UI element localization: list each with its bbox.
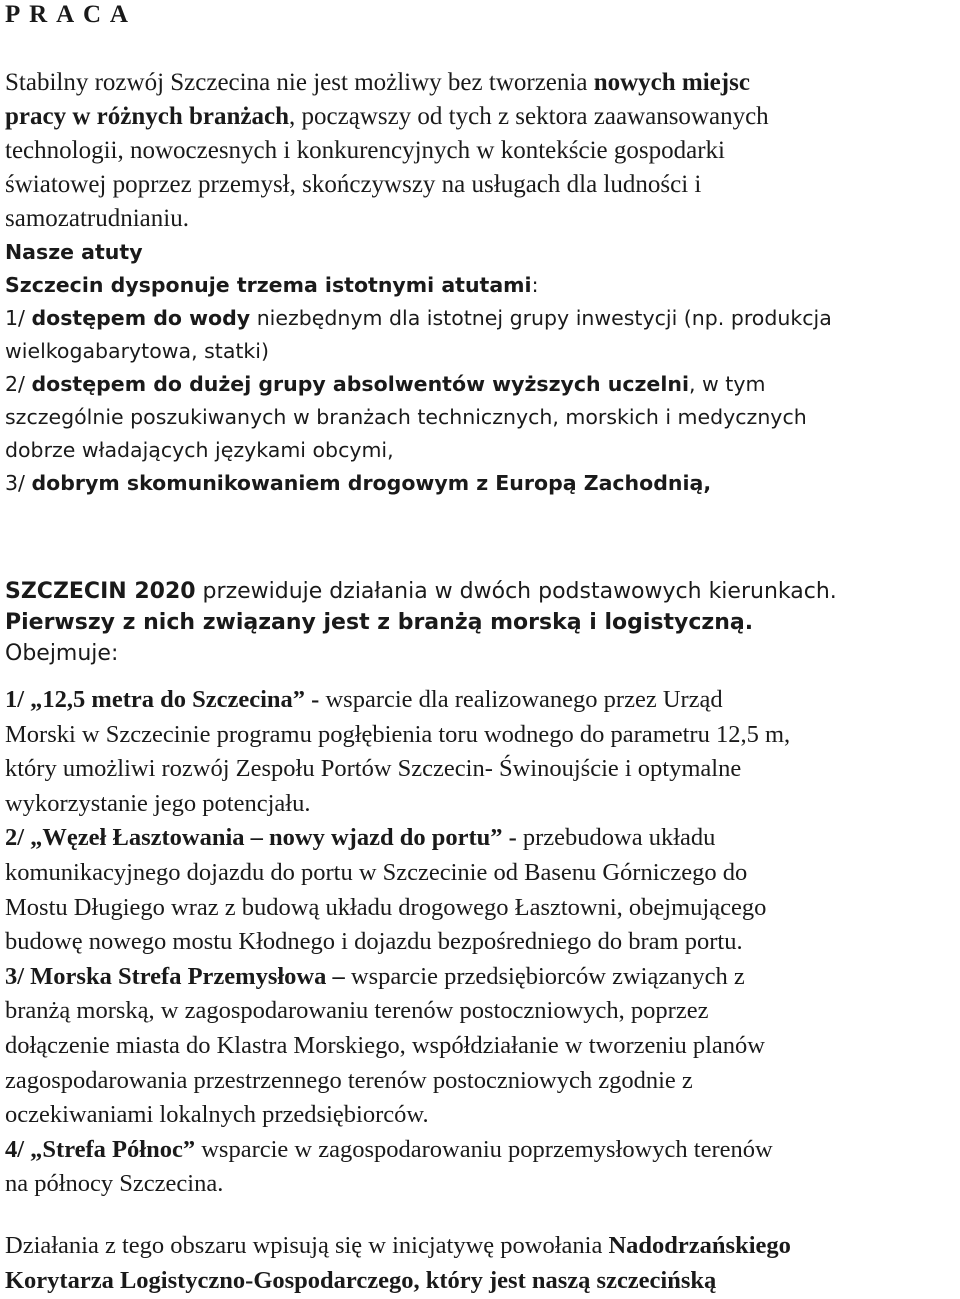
kierunki-obejmuje: Obejmuje: — [5, 641, 119, 666]
item-4-line-2: na północy Szczecina. — [5, 1170, 224, 1198]
atut-item-3: 3/ dobrym skomunikowaniem drogowym z Europą Zachodnią, — [5, 471, 712, 495]
closing-line-2: Korytarza Logistyczno-Gospodarczego, który jest naszą szczecińską — [5, 1267, 717, 1294]
intro-line-2 — [5, 100, 955, 134]
atut-item-1-cont: wielkogabarytowa, statki) — [5, 339, 269, 363]
item-3-line-2: branżą morską, w zagospodarowaniu terenów postoczniowych, poprzez — [5, 997, 709, 1025]
intro-text: , począwszy od tych z sektora zaawansowanych — [289, 103, 769, 130]
item-2-line-2: komunikacyjnego dojazdu do portu w Szczecinie od Basenu Górniczego do — [5, 858, 748, 886]
item-3-line-1: 3/ Morska Strefa Przemysłowa – wsparcie przedsiębiorców związanych z — [5, 962, 745, 990]
closing-line-1: Działania z tego obszaru wpisują się w inicjatywę powołania Nadodrzańskiego — [5, 1232, 791, 1259]
item-2-line-3: Mostu Długiego wraz z budową układu drogowego Łasztowni, obejmującego — [5, 893, 767, 921]
item-1-line-2: Morski w Szczecinie programu pogłębienia toru wodnego do parametru 12,5 m, — [5, 720, 791, 748]
intro-bold: pracy w różnych branżach — [5, 103, 289, 130]
item-1-line-3: który umożliwi rozwój Zespołu Portów Szczecin- Świnoujście i optymalne — [5, 755, 742, 783]
intro-line-1 — [5, 66, 955, 100]
atuty-heading: Nasze atuty — [5, 240, 143, 264]
item-1-line-1: 1/ „12,5 metra do Szczecina” - wsparcie dla realizowanego przez Urząd — [5, 686, 723, 713]
item-3-line-5: oczekiwaniami lokalnych przedsiębiorców. — [5, 1101, 429, 1129]
item-3-line-3: dołączenie miasta do Klastra Morskiego, współdziałanie w tworzeniu planów — [5, 1031, 765, 1059]
kierunki-line: SZCZECIN 2020 przewiduje działania w dwóch podstawowych kierunkach. — [5, 579, 837, 604]
items-section — [5, 683, 955, 1202]
intro-bold: nowych miejsc — [593, 69, 750, 96]
atut-item-2-cont-2: dobrze władających językami obcymi, — [5, 438, 394, 462]
intro-line-5: samozatrudnianiu. — [5, 205, 189, 232]
item-2-line-1: 2/ „Węzeł Łasztowania – nowy wjazd do portu” - przebudowa układu — [5, 824, 716, 852]
closing-paragraph — [5, 1228, 955, 1298]
kierunki-section — [5, 576, 955, 669]
intro-paragraph — [5, 66, 955, 236]
atut-item-2: 2/ dostępem do dużej grupy absolwentów wyższych uczelni, w tym — [5, 372, 766, 396]
item-2-line-4: budowę nowego mostu Kłodnego i dojazdu bezpośredniego do bram portu. — [5, 928, 743, 956]
page-title: P R A C A — [5, 1, 130, 28]
atuty-section — [5, 236, 955, 500]
atut-item-1: 1/ dostępem do wody niezbędnym dla istotnej grupy inwestycji (np. produkcja — [5, 306, 832, 330]
intro-line-3: technologii, nowoczesnych i konkurencyjnych w kontekście gospodarki — [5, 137, 725, 164]
intro-line-4: światowej poprzez przemysł, skończywszy na usługach dla ludności i — [5, 171, 702, 198]
item-1-line-4: wykorzystanie jego potencjału. — [5, 789, 311, 817]
atuty-lead: Szczecin dysponuje trzema istotnymi atutami: — [5, 273, 539, 297]
atut-item-2-cont-1: szczególnie poszukiwanych w branżach technicznych, morskich i medycznych — [5, 405, 807, 429]
intro-text: Stabilny rozwój Szczecina nie jest możliwy bez tworzenia — [5, 69, 594, 96]
item-3-line-4: zagospodarowania przestrzennego terenów postoczniowych zgodnie z — [5, 1066, 693, 1094]
kierunki-first: Pierwszy z nich związany jest z branżą morską i logistyczną. — [5, 610, 754, 635]
item-4-line-1: 4/ „Strefa Północ” wsparcie w zagospodarowaniu poprzemysłowych terenów — [5, 1135, 773, 1163]
